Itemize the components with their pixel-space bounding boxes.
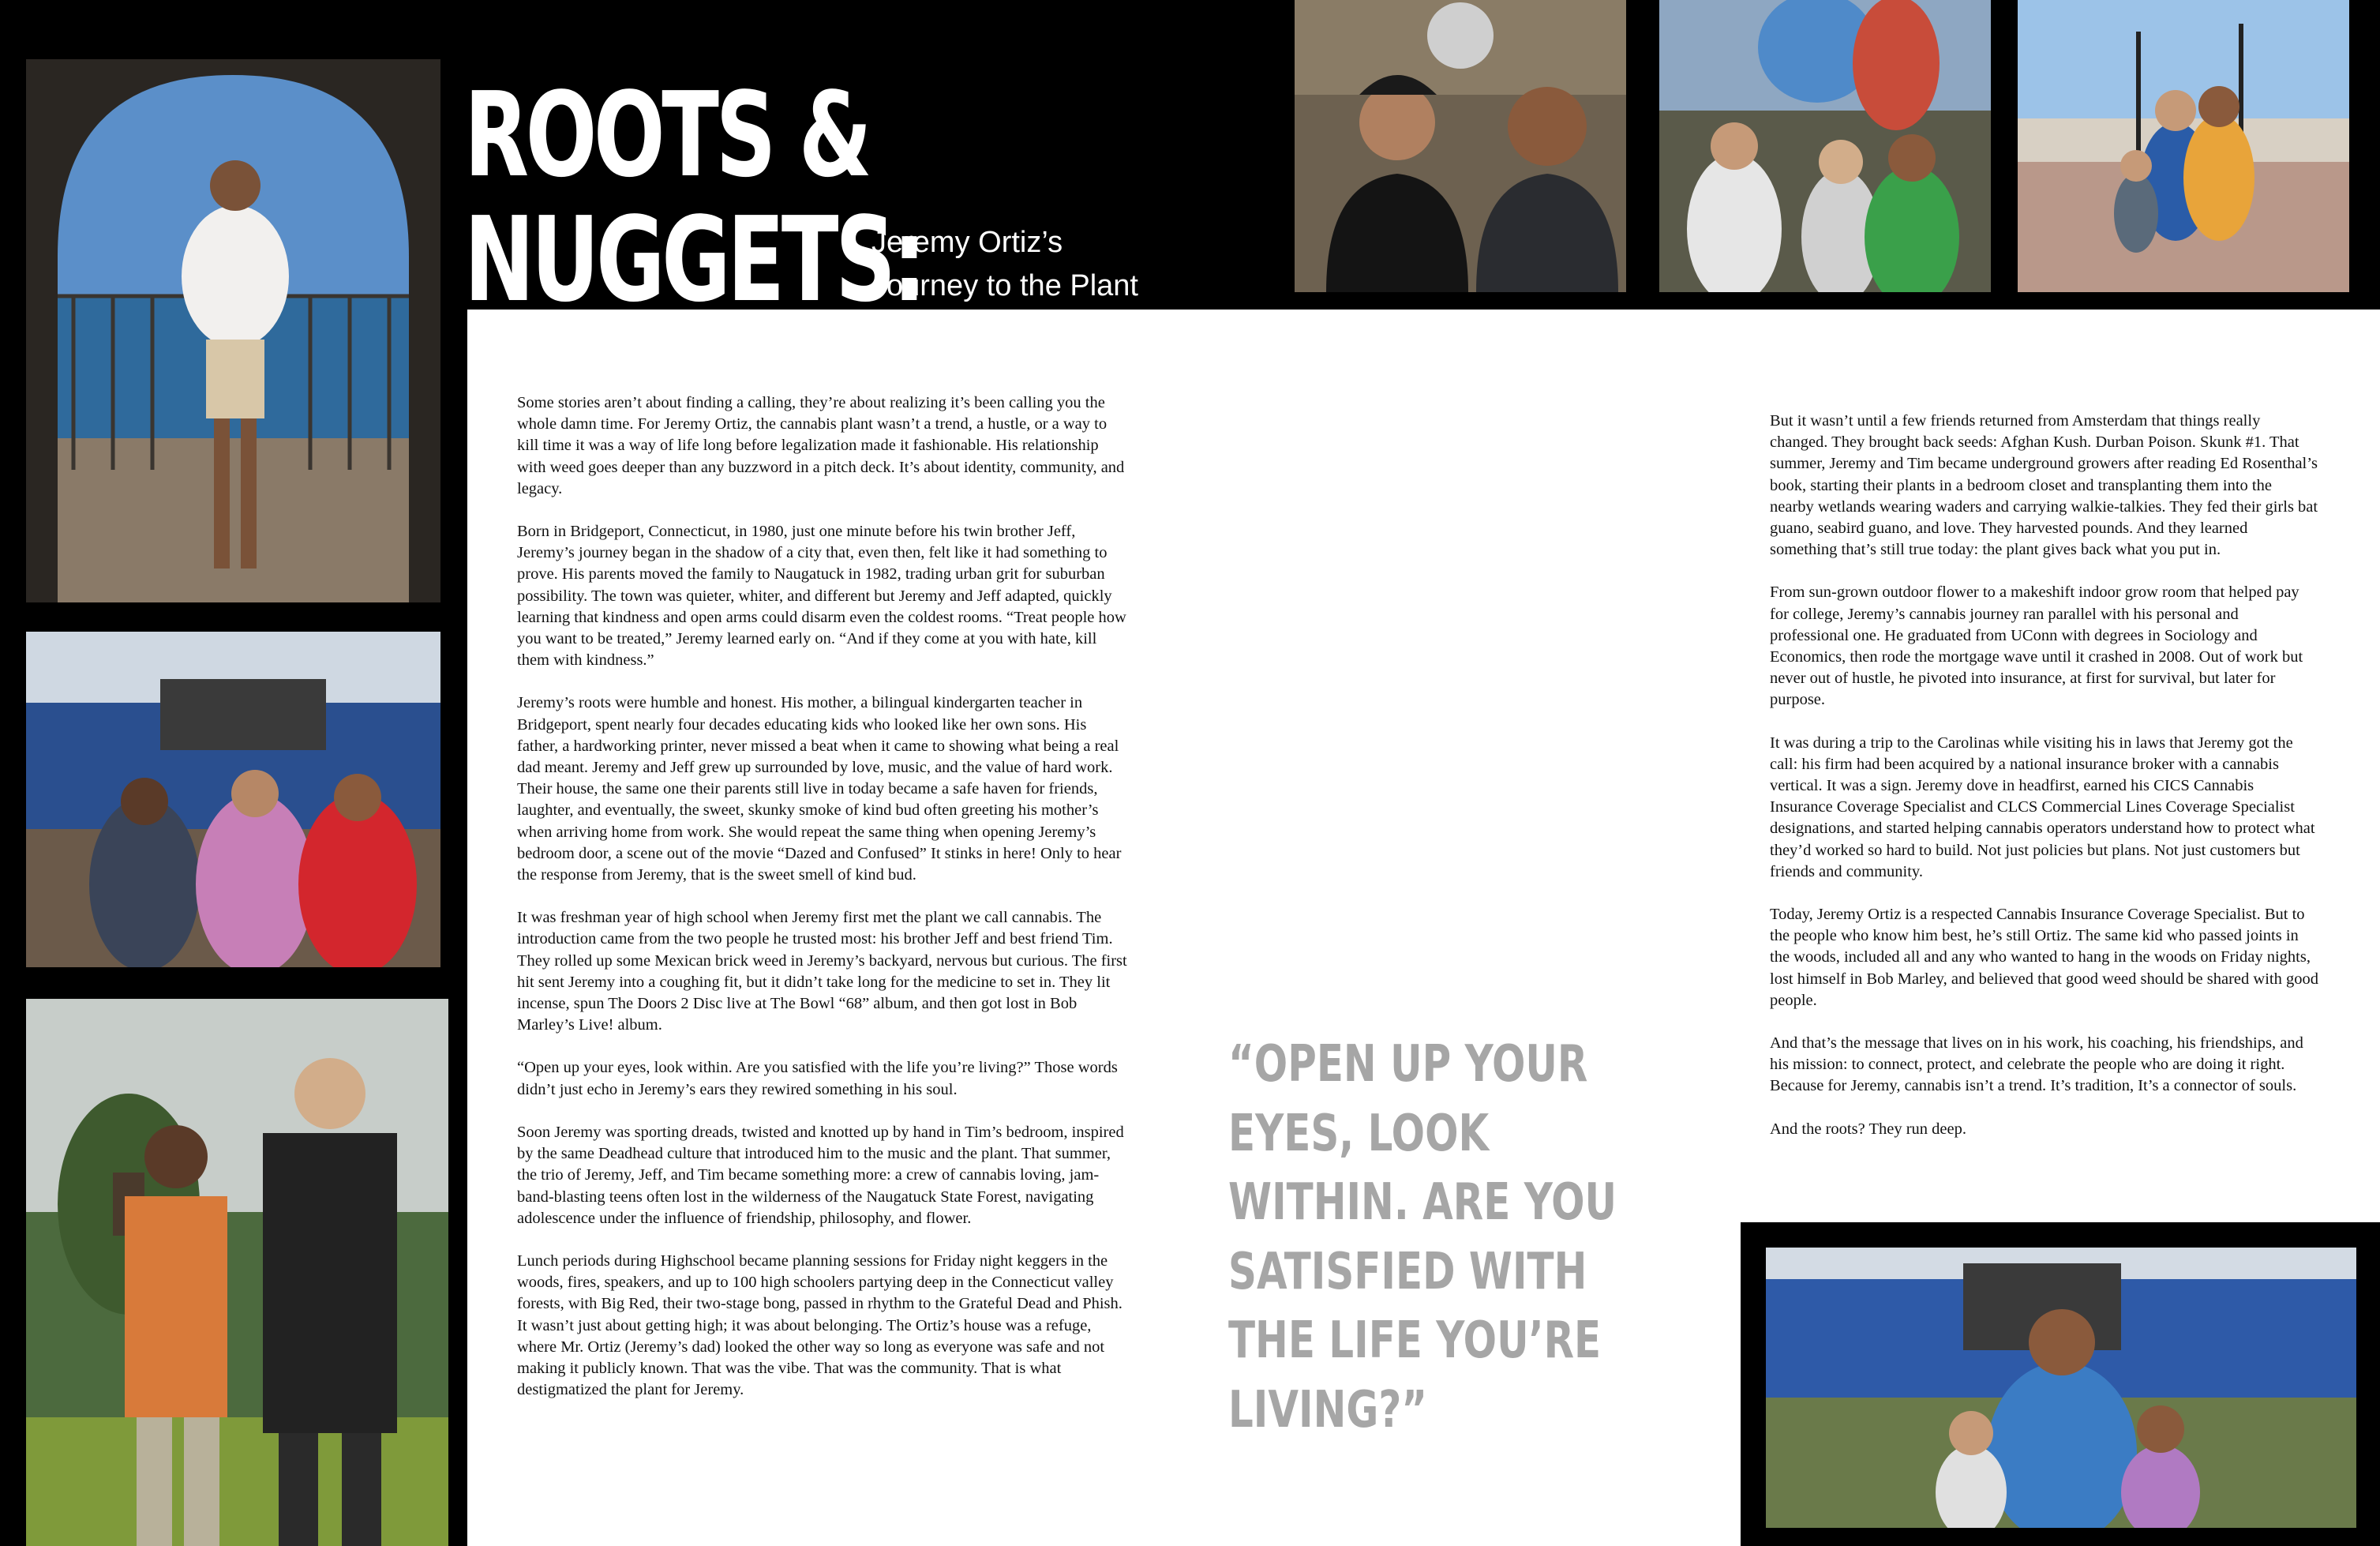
paragraph: But it wasn’t until a few friends returned from Amsterdam that things really changed. They brought back seeds: Afghan Kush. Durban Poison. Skunk #1. That summer, Jeremy and Tim became underground growers after reading Ed Rosenthal’s book, starting their plants in a bedroom closet and transplanting them into the nearby wetlands wearing waders and carrying walkie-talkies. They fed their girls bat guano, seabird guano, and love. They harvested pounds. And they learned something that’s still true today: the plant gives back what you put in. (1770, 412, 2318, 559)
pull-quote-line: “OPEN UP YOUR (1228, 1035, 1588, 1094)
title-line-1: ROOTS & (464, 67, 869, 203)
article-title (464, 67, 923, 328)
paragraph: Lunch periods during Highschool became planning sessions for Friday night keggers in the woods, fires, speakers, and up to 100 high schoolers partying deep in the Connecticut valley forests, with Big Red, their two-stage bong, passed in rhythm to the Grateful Dead and Phish. It wasn’t just about getting high; it was about belonging. The Ortiz’s house was a refuge, where Mr. Ortiz (Jeremy’s dad) looked the other way so long as everyone was safe and not making it publicly known. That was the vibe. That was the community. That is what destigmatized the plant for Jeremy. (517, 1251, 1123, 1399)
paragraph: Some stories aren’t about finding a calling, they’re about realizing it’s been calling you the whole damn time. For Jeremy Ortiz, the cannabis plant wasn’t a trend, a hustle, or a way to kill time it was a way of life long before legalization made it fashionable. His relationship with weed goes deeper than any buzzword in a pitch deck. It’s about identity, community, and legacy. (517, 394, 1125, 497)
pull-quote-line: EYES, LOOK (1228, 1104, 1490, 1163)
photo-concert-friends (26, 632, 440, 967)
paragraph: Today, Jeremy Ortiz is a respected Cannabis Insurance Coverage Specialist. But to the people who know him best, he’s still Ortiz. The same kid who passed joints in the woods, included all and any who wanted to hang in the woods on Friday nights, lost himself in Bob Marley, and believed that good weed should be shared with good people. (1770, 906, 2318, 1009)
photo-festival-crowd (1659, 0, 1991, 292)
paragraph: It was during a trip to the Carolinas while visiting his in laws that Jeremy got the call: his firm had been acquired by a national insurance broker with a cannabis vertical. It was a sign. Jeremy dove in headfirst, earned his CICS Cannabis Insurance Coverage Specialist and CLCS Commercial Lines Coverage Specialist designations, and started helping cannabis operators understand how to protect what they’d worked so hard to build. Not just policies but plans. Not just customers but friends and community. (1770, 734, 2315, 880)
article-column-left (517, 392, 1129, 1422)
paragraph: Born in Bridgeport, Connecticut, in 1980, just one minute before his twin brother Jeff, Jeremy’s journey began in the shadow of a city that, even then, felt like it had something to prove. His parents moved the family to Naugatuck in 1982, trading urban grit for suburban possibility. The town was quieter, whiter, and different but Jeremy and Jeff adapted, quickly learning that kindness and open arms could disarm even the coldest rooms. “Treat people how you want to be treated,” Jeremy learned early on. “And if they come at you with hate, kill them with kindness.” (517, 523, 1126, 670)
article-column-right (1770, 411, 2318, 1161)
photo-teens-field (26, 999, 448, 1546)
paragraph: From sun-grown outdoor flower to a makeshift indoor grow room that helped pay for college, Jeremy’s cannabis journey ran parallel with his personal and professional one. He graduated from UConn with degrees in Sociology and Economics, then rode the mortgage wave until it crashed in 2008. Out of work but never out of hustle, he pivoted into insurance, at first for survival, but later for purpose. (1770, 584, 2303, 709)
pull-quote-line: SATISFIED WITH (1228, 1242, 1587, 1301)
pull-quote (1228, 1030, 1617, 1445)
paragraph: Jeremy’s roots were humble and honest. His mother, a bilingual kindergarten teacher in Bridgeport, spent nearly four decades educating kids who looked like her own sons. His father, a hardworking printer, never missed a beat when it came to showing what being a real dad meant. Jeremy and Jeff grew up surrounded by love, music, and the value of hard work. Their house, the same one their parents still live in today became a safe haven for friends, laughter, and eventually, the sweet, skunky smoke of kind bud often greeting his mother’s when arriving home from work. She would repeat the same thing when opening Jeremy’s bedroom door, a scene out of the movie “Dazed and Confused” It stinks in here! Only to hear the response from Jeremy, that is the sweet smell of kind bud. (517, 694, 1122, 884)
paragraph: “Open up your eyes, look within. Are you satisfied with the life you’re living?” Those words didn’t just echo in Jeremy’s ears they rewired something in his soul. (517, 1059, 1118, 1098)
subtitle-line-2: Journey to the Plant (871, 269, 1138, 302)
article-subtitle (871, 221, 1138, 308)
paragraph: And the roots? They run deep. (1770, 1120, 1966, 1138)
paragraph: Soon Jeremy was sporting dreads, twisted and knotted up by hand in Tim’s bedroom, inspired by the same Deadhead culture that introduced him to the music and the plant. That summer, the trio of Jeremy, Jeff, and Tim became something more: a crew of cannabis loving, jam-band-blasting teens often lost in the wilderness of the Naugatuck State Forest, navigating adolescence under the influence of friendship, philosophy, and flower. (517, 1123, 1124, 1227)
pull-quote-line: THE LIFE YOU’RE (1228, 1311, 1602, 1370)
paragraph: It was freshman year of high school when Jeremy first met the plant we call cannabis. The introduction came from the two people he trusted most: his brother Jeff and best friend Tim. They rolled up some Mexican brick weed in Jeremy’s backyard, nervous but curious. The first hit sent Jeremy into a coughing fit, but it didn’t take long for the medicine to set in. They lit incense, spun The Doors 2 Disc live at The Bowl “68” album, and then got lost in Bob Marley’s Live! album. (517, 909, 1127, 1034)
pull-quote-line: WITHIN. ARE YOU (1228, 1173, 1617, 1232)
title-line-2: NUGGETS: (464, 192, 923, 328)
photo-two-men-shop (1295, 0, 1626, 292)
subtitle-line-1: Jeremy Ortiz’s (871, 226, 1063, 259)
pull-quote-line: LIVING?” (1228, 1380, 1428, 1439)
paragraph: And that’s the message that lives on in his work, his coaching, his friendships, and his mission: to connect, protect, and celebrate the people who are doing it right. Because for Jeremy, cannabis isn’t a trend. It’s tradition, It’s a connector of souls. (1770, 1034, 2303, 1095)
photo-arch-ocean (26, 59, 440, 602)
photo-plaza-family (2018, 0, 2349, 292)
photo-stadium-kids (1766, 1248, 2356, 1528)
